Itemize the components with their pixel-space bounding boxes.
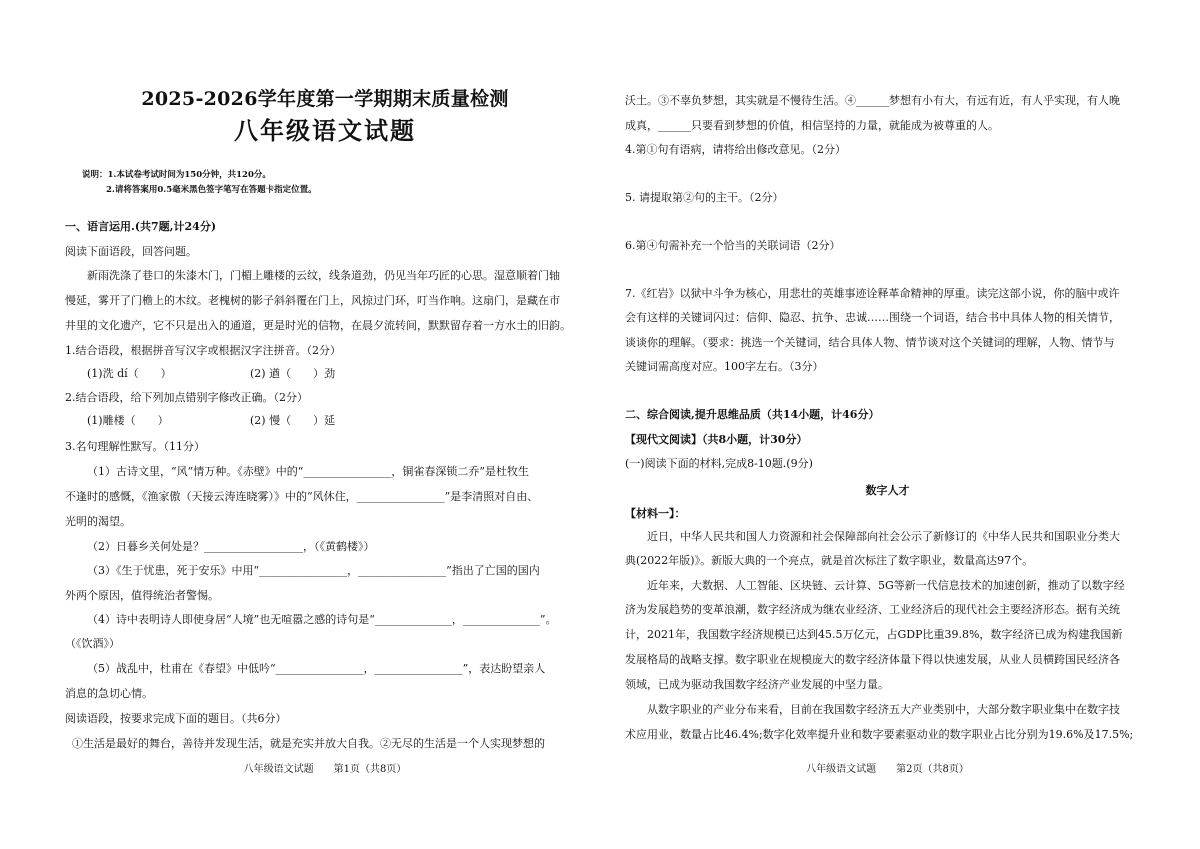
question-5: 5. 请提取第②句的主干。（2分） <box>625 191 784 204</box>
question-2-part-1: (1)雕楼（ ） <box>87 414 169 427</box>
question-3-1: （1）古诗文里，“风”情万种。《赤壁》中的“________________，铜雀春深锁二乔”是杜牧生 <box>87 465 529 478</box>
material-1-line: 典(2022年版)》。新版大典的一个亮点，就是首次标注了数字职业，数量高达97个。 <box>625 554 1034 567</box>
subsection-heading: (一)阅读下面的材料,完成8-10题.(9分) <box>625 457 813 470</box>
question-7: 7.《红岩》以狱中斗争为核心，用悲壮的英雄事迹诠释革命精神的厚重。读完这部小说，你的脑中或许 <box>625 287 1120 300</box>
question-1-part-1: (1)洗 dí（ ） <box>87 367 172 380</box>
material-2-line: 济为发展趋势的变革浪潮，数字经济成为继农业经济、工业经济后的现代社会主要经济形态。据有关统 <box>625 603 1120 616</box>
question-7-cont: 谈谈你的理解。（要求：挑选一个关键词，结合具体人物、情节谈对这个关键词的理解，人物、情节与 <box>625 336 1115 349</box>
material-2-line: 发展格局的战略支撑。数字职业在规模庞大的数字经济体量下得以快速发展，从业人员横跨国民经济各 <box>625 653 1120 666</box>
question-3-1-cont: 不逢时的感慨，《渔家傲（天接云涛连晓雾）》中的“风休住，________________”是李清照对自由、 <box>65 490 539 503</box>
passage-2-line: 沃土。③不辜负梦想，其实就是不慢待生活。④______梦想有小有大，有远有近，有人乎实现，有人晚 <box>625 94 1120 107</box>
right-page <box>620 0 1155 849</box>
material-3-line: 从数字职业的产业分布来看，目前在我国数字经济五大产业类别中，大部分数字职业集中在数字技 <box>647 703 1120 716</box>
instructions-2: 2.请将答案用0.5毫米黑色签字笔写在答题卡指定位置。 <box>106 185 317 195</box>
question-1-part-2: (2) 遒（ ）劲 <box>250 367 336 380</box>
article-title: 数字人才 <box>865 484 910 497</box>
page-footer: 八年级语文试题 第2页（共8页） <box>806 764 969 775</box>
material-1-line: 近日，中华人民共和国人力资源和社会保障部向社会公示了新修订的《中华人民共和国职业分类大 <box>647 530 1120 543</box>
question-2-part-2: (2) 慢（ ）延 <box>250 414 336 427</box>
question-3-5: （5）战乱中，杜甫在《春望》中低吟“________________，________________”，表达盼望亲人 <box>87 662 546 675</box>
question-3-4-cont: （《饮酒》） <box>65 637 120 650</box>
question-3-1-cont: 光明的渴望。 <box>65 515 131 528</box>
question-3-3: （3）《生于忧患，死于安乐》中用“________________，________________”指出了亡国的国内 <box>87 564 540 577</box>
question-3: 3.名句理解性默写。（11分） <box>65 440 205 453</box>
reading-instruction-2: 阅读语段，按要求完成下面的题目。（共6分） <box>65 712 287 725</box>
question-7-cont: 会有这样的关键词闪过：信仰、隐忍、抗争、忠诚……围绕一个词语，结合书中具体人物的相关情节， <box>625 311 1120 324</box>
passage-2-line: 成真，______只要看到梦想的价值，相信坚持的力量，就能成为被尊重的人。 <box>625 119 999 132</box>
question-4: 4.第①句有语病，请将给出修改意见。（2分） <box>625 143 846 156</box>
material-2-line: 计，2021年，我国数字经济规模已达到45.5万亿元，占GDP比重39.8%，数字经济已成为构建我国新 <box>625 628 1123 641</box>
question-7-cont: 关键词需高度对应。100字左右。（3分） <box>625 360 824 373</box>
passage-1-line: 新雨洗涤了巷口的朱漆木门，门楣上雕楼的云纹，线条道劲，仍见当年巧匠的心思。湿意顺着门轴 <box>87 269 560 282</box>
question-1: 1.结合语段，根据拼音写汉字或根据汉字注拼音。（2分） <box>65 344 341 357</box>
question-6: 6.第④句需补充一个恰当的关联词语（2分） <box>625 239 841 252</box>
section-2-heading: 二、综合阅读,提升思维品质（共14小题，计46分） <box>625 408 880 421</box>
page-footer: 八年级语文试题 第1页（共8页） <box>243 764 407 775</box>
section-1-heading: 一、语言运用.(共7题,计24分) <box>65 220 217 233</box>
passage-1-line: 井里的文化遗产，它不只是出入的通道，更是时光的信物，在晨夕流转间，默默留存着一方水土的旧韵。 <box>65 319 571 332</box>
exam-title: 2025-2026学年度第一学期期末质量检测 <box>141 88 509 110</box>
reading-instruction-1: 阅读下面语段，回答问题。 <box>65 245 197 258</box>
material-2-line: 近年来，大数据、人工智能、区块链、云计算、5G等新一代信息技术的加速创新，推动了以数字经 <box>647 579 1125 592</box>
material-1-label: 【材料一】： <box>625 507 686 520</box>
question-2: 2.结合语段，给下列加点错别字修改正确。（2分） <box>65 391 308 404</box>
question-3-5-cont: 消息的急切心情。 <box>65 687 153 700</box>
question-3-3-cont: 外两个原因，值得统治者警惕。 <box>65 589 219 602</box>
left-page <box>60 0 590 849</box>
passage-2-line: ①生活是最好的舞台，善待并发现生活，就是充实并放大自我。②无尽的生活是一个人实现梦想的 <box>72 737 545 750</box>
question-3-2: （2）日暮乡关何处是？__________________，（《黄鹤楼》） <box>87 540 375 553</box>
material-2-line: 领域，已成为驱动我国数字经济产业发展的中坚力量。 <box>625 678 889 691</box>
material-3-line: 术应用业，数量占比46.4%;数字化效率提升业和数字要素驱动业的数字职业占比分别为19.6%及17.5%; <box>625 728 1134 741</box>
instructions-1: 说明：1.本试卷考试时间为150分钟，共120分。 <box>82 170 271 180</box>
passage-1-line: 慢延，雾开了门檐上的木纹。老槐树的影子斜斜覆在门上，风掠过门环，叮当作响。这扇门，是藏在市 <box>65 294 560 307</box>
exam-subtitle: 八年级语文试题 <box>234 116 416 145</box>
question-3-4: （4）诗中表明诗人即使身居“人境”也无喧嚣之感的诗句是“______________，______________”。 <box>87 613 557 626</box>
modern-reading-heading: 【现代文阅读】（共8小题，计30分） <box>625 433 808 446</box>
